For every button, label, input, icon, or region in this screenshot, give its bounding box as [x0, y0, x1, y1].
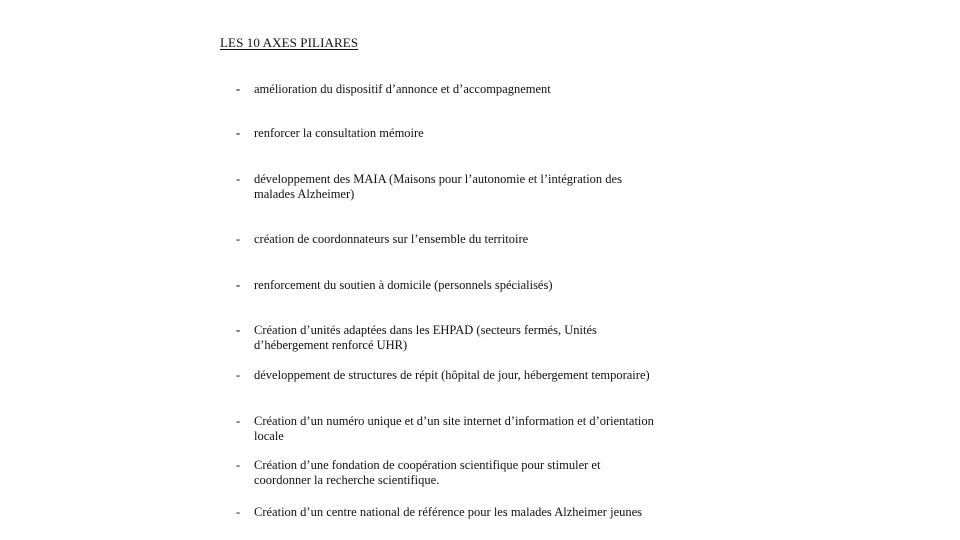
list-item — [236, 414, 656, 444]
list-item — [236, 458, 656, 488]
list-item-text: Création d’unités adaptées dans les EHPAD (secteurs fermés, Unités d’hébergement renforcé UHR) — [254, 323, 597, 352]
page-title: LES 10 AXES PILIARES — [220, 35, 359, 50]
bullet-dash: - — [236, 505, 241, 519]
list-item — [236, 82, 656, 97]
list-item-text: développement de structures de répit (hôpital de jour, hébergement temporaire) — [254, 368, 650, 382]
list-item-text: Création d’un numéro unique et d’un site internet d’information et d’orientation locale — [254, 414, 654, 443]
bullet-dash: - — [236, 458, 241, 472]
list-item — [236, 505, 656, 520]
list-item — [236, 278, 656, 293]
bullet-dash: - — [236, 414, 241, 428]
bullet-dash: - — [236, 126, 241, 140]
bullet-dash: - — [236, 368, 241, 382]
bullet-dash: - — [236, 323, 241, 337]
bullet-dash: - — [236, 232, 241, 246]
bullet-dash: - — [236, 172, 241, 186]
list-item — [236, 126, 656, 141]
list-item-text: amélioration du dispositif d’annonce et d’accompagnement — [254, 82, 551, 96]
list-item-text: développement des MAIA (Maisons pour l’autonomie et l’intégration des malades Alzheimer) — [254, 172, 622, 201]
list-item-text: renforcement du soutien à domicile (personnels spécialisés) — [254, 278, 553, 292]
list-item — [236, 172, 656, 202]
list-item-text: Création d’une fondation de coopération scientifique pour stimuler et coordonner la recherche scientifique. — [254, 458, 601, 487]
list-item-text: création de coordonnateurs sur l’ensemble du territoire — [254, 232, 529, 246]
list-item — [236, 368, 656, 383]
list-item-text: Création d’un centre national de référence pour les malades Alzheimer jeunes — [254, 505, 643, 519]
list-item — [236, 232, 656, 247]
list-item — [236, 323, 656, 353]
list-item-text: renforcer la consultation mémoire — [254, 126, 424, 140]
bullet-dash: - — [236, 278, 241, 292]
bullet-dash: - — [236, 82, 241, 96]
